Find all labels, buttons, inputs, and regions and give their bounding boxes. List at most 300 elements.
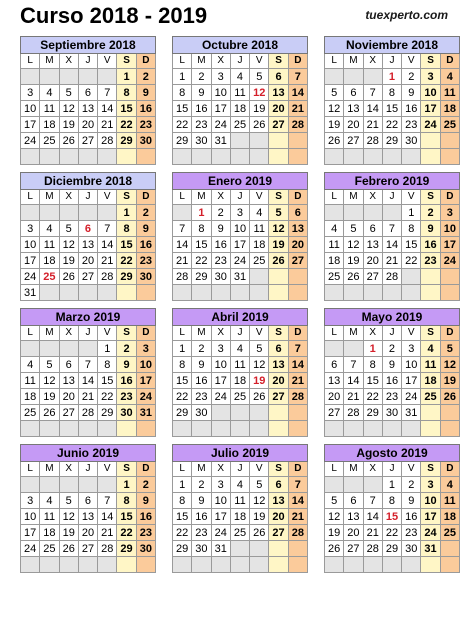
weekday-header: V xyxy=(98,190,117,205)
day-cell: 13 xyxy=(325,373,344,389)
day-cell: 7 xyxy=(344,357,363,373)
day-cell: 13 xyxy=(78,509,97,525)
day-cell: 18 xyxy=(21,389,40,405)
empty-day-cell xyxy=(192,285,211,301)
week-row xyxy=(21,389,156,405)
day-cell: 22 xyxy=(173,389,192,405)
day-cell: 12 xyxy=(250,85,269,101)
weekday-header: M xyxy=(344,326,363,341)
empty-day-cell xyxy=(98,149,117,165)
day-cell: 11 xyxy=(440,493,459,509)
empty-day-cell xyxy=(21,421,40,437)
day-cell: 5 xyxy=(40,357,59,373)
day-cell: 23 xyxy=(211,253,230,269)
day-cell: 28 xyxy=(98,269,117,285)
day-cell: 28 xyxy=(363,541,382,557)
day-cell: 8 xyxy=(363,357,382,373)
weekday-header: J xyxy=(78,326,97,341)
day-cell: 24 xyxy=(211,117,230,133)
day-cell: 8 xyxy=(382,85,401,101)
day-cell: 16 xyxy=(421,237,440,253)
day-cell: 26 xyxy=(59,541,78,557)
day-cell: 27 xyxy=(59,405,78,421)
day-cell: 8 xyxy=(117,85,136,101)
day-cell: 24 xyxy=(211,525,230,541)
weekday-header: D xyxy=(440,190,459,205)
month-calendar xyxy=(20,308,156,437)
week-row xyxy=(173,117,308,133)
day-cell: 24 xyxy=(421,117,440,133)
day-cell: 31 xyxy=(136,405,155,421)
week-row xyxy=(21,557,156,573)
day-cell: 11 xyxy=(230,85,249,101)
empty-day-cell xyxy=(288,285,307,301)
week-row xyxy=(325,221,460,237)
empty-day-cell xyxy=(78,149,97,165)
empty-day-cell xyxy=(211,285,230,301)
day-cell: 26 xyxy=(250,389,269,405)
empty-day-cell xyxy=(382,421,401,437)
day-cell: 6 xyxy=(325,357,344,373)
weekday-header: J xyxy=(230,54,249,69)
day-cell: 17 xyxy=(211,373,230,389)
day-cell: 14 xyxy=(173,237,192,253)
day-cell: 17 xyxy=(136,373,155,389)
week-row xyxy=(21,253,156,269)
day-cell: 30 xyxy=(136,133,155,149)
day-cell: 15 xyxy=(382,509,401,525)
week-row xyxy=(325,253,460,269)
day-cell: 12 xyxy=(40,373,59,389)
week-row xyxy=(21,493,156,509)
day-cell: 9 xyxy=(402,493,421,509)
day-cell: 20 xyxy=(269,509,288,525)
day-cell: 3 xyxy=(21,221,40,237)
day-cell: 10 xyxy=(21,509,40,525)
weekday-header: L xyxy=(325,462,344,477)
day-cell: 20 xyxy=(344,525,363,541)
day-cell: 5 xyxy=(250,69,269,85)
weekday-header: M xyxy=(40,190,59,205)
month-calendar xyxy=(324,36,460,165)
day-cell: 28 xyxy=(173,269,192,285)
empty-day-cell xyxy=(325,285,344,301)
weekday-header: D xyxy=(136,326,155,341)
weekday-header: V xyxy=(402,462,421,477)
day-cell: 28 xyxy=(98,133,117,149)
day-cell: 29 xyxy=(117,541,136,557)
week-row xyxy=(21,237,156,253)
day-cell: 23 xyxy=(136,253,155,269)
day-cell: 20 xyxy=(269,373,288,389)
day-cell: 10 xyxy=(421,493,440,509)
day-cell: 8 xyxy=(192,221,211,237)
week-row xyxy=(325,85,460,101)
weekday-header: S xyxy=(269,190,288,205)
day-cell: 15 xyxy=(117,509,136,525)
day-cell: 21 xyxy=(382,253,401,269)
day-cell: 18 xyxy=(40,253,59,269)
empty-day-cell xyxy=(288,269,307,285)
day-cell: 12 xyxy=(440,357,459,373)
empty-day-cell xyxy=(78,69,97,85)
month-title: Noviembre 2018 xyxy=(325,37,460,54)
day-cell: 23 xyxy=(192,117,211,133)
day-cell: 25 xyxy=(230,117,249,133)
day-cell: 30 xyxy=(136,541,155,557)
day-cell: 17 xyxy=(21,117,40,133)
week-row xyxy=(21,85,156,101)
week-row xyxy=(173,357,308,373)
week-row xyxy=(173,85,308,101)
week-row xyxy=(173,149,308,165)
week-row xyxy=(173,133,308,149)
day-cell: 22 xyxy=(98,389,117,405)
day-cell: 21 xyxy=(363,117,382,133)
day-cell: 21 xyxy=(288,373,307,389)
month-calendar xyxy=(172,172,308,301)
empty-day-cell xyxy=(230,149,249,165)
day-cell: 27 xyxy=(344,133,363,149)
day-cell: 4 xyxy=(40,221,59,237)
day-cell: 7 xyxy=(382,221,401,237)
weekday-header: M xyxy=(40,462,59,477)
week-row xyxy=(173,389,308,405)
day-cell: 2 xyxy=(192,69,211,85)
day-cell: 8 xyxy=(117,221,136,237)
empty-day-cell xyxy=(325,557,344,573)
week-row xyxy=(325,357,460,373)
day-cell: 4 xyxy=(230,477,249,493)
day-cell: 27 xyxy=(78,269,97,285)
day-cell: 9 xyxy=(117,357,136,373)
day-cell: 6 xyxy=(269,477,288,493)
empty-day-cell xyxy=(250,557,269,573)
empty-day-cell xyxy=(402,421,421,437)
day-cell: 2 xyxy=(117,341,136,357)
empty-day-cell xyxy=(421,133,440,149)
week-row xyxy=(21,117,156,133)
day-cell: 2 xyxy=(382,341,401,357)
empty-day-cell xyxy=(117,285,136,301)
weekday-header: J xyxy=(78,462,97,477)
day-cell: 5 xyxy=(325,493,344,509)
weekday-header: J xyxy=(382,190,401,205)
empty-day-cell xyxy=(288,557,307,573)
day-cell: 20 xyxy=(78,525,97,541)
day-cell: 4 xyxy=(250,205,269,221)
weekday-header: S xyxy=(117,462,136,477)
day-cell: 28 xyxy=(78,405,97,421)
empty-day-cell xyxy=(78,341,97,357)
day-cell: 22 xyxy=(117,525,136,541)
empty-day-cell xyxy=(40,477,59,493)
month-title: Febrero 2019 xyxy=(325,173,460,190)
day-cell: 26 xyxy=(250,525,269,541)
day-cell: 1 xyxy=(402,205,421,221)
empty-day-cell xyxy=(363,421,382,437)
weekday-header: S xyxy=(117,54,136,69)
day-cell: 24 xyxy=(402,389,421,405)
day-cell: 28 xyxy=(288,525,307,541)
empty-day-cell xyxy=(59,69,78,85)
empty-day-cell xyxy=(344,341,363,357)
day-cell: 9 xyxy=(402,85,421,101)
weekday-header: V xyxy=(402,190,421,205)
week-row xyxy=(325,149,460,165)
day-cell: 13 xyxy=(269,357,288,373)
day-cell: 7 xyxy=(173,221,192,237)
day-cell: 25 xyxy=(40,269,59,285)
empty-day-cell xyxy=(363,205,382,221)
empty-day-cell xyxy=(363,477,382,493)
empty-day-cell xyxy=(269,557,288,573)
day-cell: 10 xyxy=(21,237,40,253)
day-cell: 1 xyxy=(173,477,192,493)
day-cell: 26 xyxy=(59,133,78,149)
day-cell: 13 xyxy=(78,237,97,253)
empty-day-cell xyxy=(269,149,288,165)
day-cell: 17 xyxy=(421,509,440,525)
empty-day-cell xyxy=(421,285,440,301)
day-cell: 25 xyxy=(325,269,344,285)
day-cell: 17 xyxy=(21,253,40,269)
weekday-header: M xyxy=(192,326,211,341)
day-cell: 24 xyxy=(440,253,459,269)
day-cell: 4 xyxy=(40,85,59,101)
empty-day-cell xyxy=(78,285,97,301)
week-row xyxy=(173,541,308,557)
empty-day-cell xyxy=(117,149,136,165)
month-title: Septiembre 2018 xyxy=(21,37,156,54)
day-cell: 4 xyxy=(21,357,40,373)
weekday-header: D xyxy=(288,462,307,477)
day-cell: 10 xyxy=(440,221,459,237)
day-cell: 19 xyxy=(344,253,363,269)
empty-day-cell xyxy=(250,421,269,437)
day-cell: 16 xyxy=(192,509,211,525)
empty-day-cell xyxy=(269,421,288,437)
day-cell: 18 xyxy=(440,101,459,117)
day-cell: 30 xyxy=(117,405,136,421)
day-cell: 18 xyxy=(421,373,440,389)
day-cell: 25 xyxy=(440,117,459,133)
day-cell: 19 xyxy=(59,525,78,541)
empty-day-cell xyxy=(363,557,382,573)
empty-day-cell xyxy=(440,133,459,149)
day-cell: 20 xyxy=(344,117,363,133)
empty-day-cell xyxy=(250,541,269,557)
day-cell: 8 xyxy=(402,221,421,237)
empty-day-cell xyxy=(269,285,288,301)
day-cell: 30 xyxy=(192,133,211,149)
empty-day-cell xyxy=(421,421,440,437)
day-cell: 3 xyxy=(211,69,230,85)
day-cell: 2 xyxy=(421,205,440,221)
day-cell: 2 xyxy=(211,205,230,221)
weekday-header: V xyxy=(402,326,421,341)
month-title: Junio 2019 xyxy=(21,445,156,462)
day-cell: 17 xyxy=(21,525,40,541)
day-cell: 14 xyxy=(344,373,363,389)
week-row xyxy=(173,253,308,269)
weekday-header: V xyxy=(250,326,269,341)
day-cell: 23 xyxy=(382,389,401,405)
day-cell: 7 xyxy=(363,493,382,509)
day-cell: 31 xyxy=(211,133,230,149)
day-cell: 7 xyxy=(363,85,382,101)
day-cell: 1 xyxy=(173,69,192,85)
day-cell: 6 xyxy=(78,85,97,101)
empty-day-cell xyxy=(40,421,59,437)
weekday-header: J xyxy=(78,54,97,69)
day-cell: 4 xyxy=(440,477,459,493)
weekday-header: J xyxy=(230,190,249,205)
empty-day-cell xyxy=(382,285,401,301)
month-title: Mayo 2019 xyxy=(325,309,460,326)
day-cell: 10 xyxy=(211,85,230,101)
day-cell: 6 xyxy=(363,221,382,237)
day-cell: 20 xyxy=(269,101,288,117)
empty-day-cell xyxy=(59,341,78,357)
empty-day-cell xyxy=(136,285,155,301)
empty-day-cell xyxy=(98,477,117,493)
weekday-header: M xyxy=(344,54,363,69)
day-cell: 10 xyxy=(136,357,155,373)
day-cell: 9 xyxy=(382,357,401,373)
weekday-header: S xyxy=(421,462,440,477)
day-cell: 21 xyxy=(78,389,97,405)
weekday-header: J xyxy=(230,326,249,341)
day-cell: 8 xyxy=(173,357,192,373)
day-cell: 13 xyxy=(59,373,78,389)
day-cell: 19 xyxy=(250,101,269,117)
weekday-header: L xyxy=(21,462,40,477)
weekday-header: X xyxy=(363,190,382,205)
day-cell: 23 xyxy=(192,525,211,541)
day-cell: 29 xyxy=(192,269,211,285)
day-cell: 21 xyxy=(363,525,382,541)
day-cell: 6 xyxy=(344,493,363,509)
empty-day-cell xyxy=(21,341,40,357)
day-cell: 27 xyxy=(344,541,363,557)
day-cell: 5 xyxy=(344,221,363,237)
empty-day-cell xyxy=(211,557,230,573)
empty-day-cell xyxy=(59,205,78,221)
day-cell: 20 xyxy=(363,253,382,269)
day-cell: 11 xyxy=(40,509,59,525)
weekday-header: M xyxy=(192,190,211,205)
empty-day-cell xyxy=(440,269,459,285)
week-row xyxy=(325,509,460,525)
week-row xyxy=(21,357,156,373)
weekday-header: S xyxy=(117,326,136,341)
day-cell: 7 xyxy=(288,341,307,357)
day-cell: 11 xyxy=(230,357,249,373)
day-cell: 15 xyxy=(98,373,117,389)
day-cell: 1 xyxy=(382,477,401,493)
day-cell: 9 xyxy=(136,85,155,101)
day-cell: 27 xyxy=(78,541,97,557)
week-row xyxy=(21,285,156,301)
week-row xyxy=(21,269,156,285)
empty-day-cell xyxy=(269,405,288,421)
day-cell: 6 xyxy=(78,493,97,509)
week-row xyxy=(21,405,156,421)
day-cell: 23 xyxy=(421,253,440,269)
weekday-header: S xyxy=(421,190,440,205)
empty-day-cell xyxy=(269,269,288,285)
day-cell: 6 xyxy=(78,221,97,237)
page-title: Curso 2018 - 2019 xyxy=(20,3,208,28)
day-cell: 29 xyxy=(363,405,382,421)
day-cell: 16 xyxy=(192,101,211,117)
day-cell: 22 xyxy=(117,117,136,133)
day-cell: 26 xyxy=(440,389,459,405)
day-cell: 12 xyxy=(59,509,78,525)
week-row xyxy=(325,117,460,133)
day-cell: 28 xyxy=(98,541,117,557)
weekday-header: X xyxy=(211,326,230,341)
day-cell: 21 xyxy=(288,101,307,117)
empty-day-cell xyxy=(288,405,307,421)
empty-day-cell xyxy=(402,269,421,285)
weekday-header: X xyxy=(59,326,78,341)
day-cell: 27 xyxy=(363,269,382,285)
day-cell: 21 xyxy=(288,509,307,525)
day-cell: 28 xyxy=(344,405,363,421)
month-calendar xyxy=(20,172,156,301)
empty-day-cell xyxy=(344,205,363,221)
day-cell: 10 xyxy=(211,493,230,509)
empty-day-cell xyxy=(230,421,249,437)
day-cell: 4 xyxy=(230,69,249,85)
day-cell: 16 xyxy=(382,373,401,389)
day-cell: 1 xyxy=(363,341,382,357)
day-cell: 27 xyxy=(78,133,97,149)
empty-day-cell xyxy=(117,557,136,573)
weekday-header: S xyxy=(269,462,288,477)
day-cell: 10 xyxy=(211,357,230,373)
day-cell: 14 xyxy=(78,373,97,389)
day-cell: 26 xyxy=(269,253,288,269)
day-cell: 20 xyxy=(59,389,78,405)
month-title: Octubre 2018 xyxy=(173,37,308,54)
day-cell: 16 xyxy=(136,509,155,525)
empty-day-cell xyxy=(402,557,421,573)
week-row xyxy=(325,133,460,149)
week-row xyxy=(21,133,156,149)
day-cell: 1 xyxy=(117,69,136,85)
day-cell: 25 xyxy=(440,525,459,541)
weekday-header: D xyxy=(440,462,459,477)
weekday-header: M xyxy=(192,54,211,69)
week-row xyxy=(325,477,460,493)
day-cell: 16 xyxy=(192,373,211,389)
day-cell: 19 xyxy=(250,509,269,525)
day-cell: 1 xyxy=(117,205,136,221)
day-cell: 11 xyxy=(40,101,59,117)
empty-day-cell xyxy=(382,557,401,573)
day-cell: 3 xyxy=(421,477,440,493)
day-cell: 29 xyxy=(117,269,136,285)
weekday-header: S xyxy=(269,326,288,341)
empty-day-cell xyxy=(230,557,249,573)
empty-day-cell xyxy=(440,557,459,573)
empty-day-cell xyxy=(382,149,401,165)
empty-day-cell xyxy=(325,421,344,437)
week-row xyxy=(325,341,460,357)
